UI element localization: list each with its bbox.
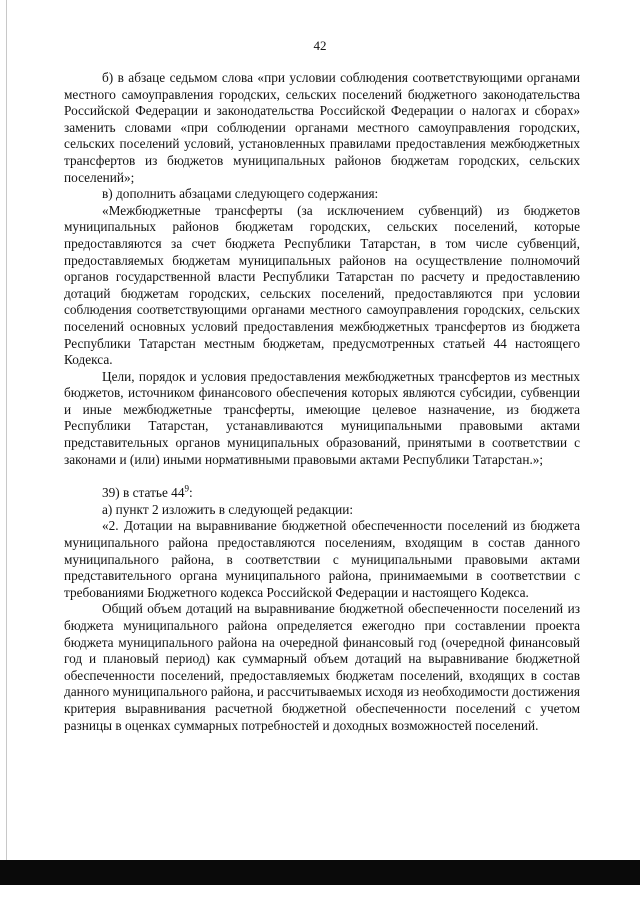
document-body xyxy=(64,70,580,734)
paragraph-interbudget-transfers: «Межбюджетные трансферты (за исключением субвенций) из бюджетов муниципальных районов бюджетам городских, сельских поселений, которые предоставляются за счет бюджета Республики Татарстан, в том числе субвенций, предоставляемых бюджетам муниципальных районов на осуществление полномочий органов государственной власти Республики Татарстан по расчету и предоставлению дотаций бюджетам городских, сельских поселений, предоставляются при условии соблюдения соответствующими органами местного самоуправления городских, сельских поселений основных условий предоставления межбюджетных трансфертов из бюджета Республики Татарстан местным бюджетам, предусмотренных статьей 44 настоящего Кодекса. xyxy=(64,202,580,368)
item-39-prefix: 39) в статье 44 xyxy=(102,485,185,501)
item-39-suffix: : xyxy=(188,485,193,501)
paragraph-point-2: «2. Дотации на выравнивание бюджетной обеспеченности поселений из бюджета муниципального района предоставляются поселениям, входящим в состав данного муниципального района, в соответствии с муниципальными правовыми актами представительного органа муниципального района, принимаемыми в соответствии с требованиями Бюджетного кодекса Российской Федерации и настоящего Кодекса. xyxy=(64,518,580,600)
paragraph-v: в) дополнить абзацами следующего содержания: xyxy=(102,186,379,202)
scan-bottom-bar xyxy=(0,860,640,885)
item-39-heading xyxy=(64,485,580,502)
paragraph-goals-procedure: Цели, порядок и условия предоставления межбюджетных трансфертов из местных бюджетов, источником финансового обеспечения которых являются субсидии, субвенции и иные межбюджетные трансферты, имеющие целевое назначение, из бюджета Республики Татарстан, устанавливаются муниципальными правовыми актами представительных органов муниципальных образований, принятыми в соответствии с законами и (или) иными нормативными правовыми актами Республики Татарстан.»; xyxy=(64,368,580,467)
paragraph-a: а) пункт 2 изложить в следующей редакции: xyxy=(102,501,354,517)
page-number: 42 xyxy=(313,38,327,53)
item-39-superscript: 9 xyxy=(184,483,189,494)
paragraph-total-volume: Общий объем дотаций на выравнивание бюджетной обеспеченности поселений из бюджета муниципального района определяется ежегодно при составлении проекта бюджета муниципального района на очередной финансовый год (очередной финансовый год и плановый период) как суммарный объем дотаций на выравнивание бюджетной обеспеченности поселений, предоставляемых бюджетам поселений, входящих в состав данного муниципального района, и рассчитываемых исходя из необходимости достижения критерия выравнивания расчетной бюджетной обеспеченности поселений с учетом разницы в оценках суммарных потребностей и доходных возможностей поселений. xyxy=(64,601,580,733)
paragraph-b: б) в абзаце седьмом слова «при условии соблюдения соответствующими органами местного самоуправления городских, сельских поселений бюджетного законодательства Российской Федерации и законодательства Российской Федерации о налогах и сборах» заменить словами «при соблюдении органами местного самоуправления городских, сельских поселений условий, установленных правилами предоставления межбюджетных трансфертов из бюджетов муниципальных районов бюджетам городских, сельских поселений»; xyxy=(64,70,580,185)
scan-left-edge xyxy=(6,0,7,860)
